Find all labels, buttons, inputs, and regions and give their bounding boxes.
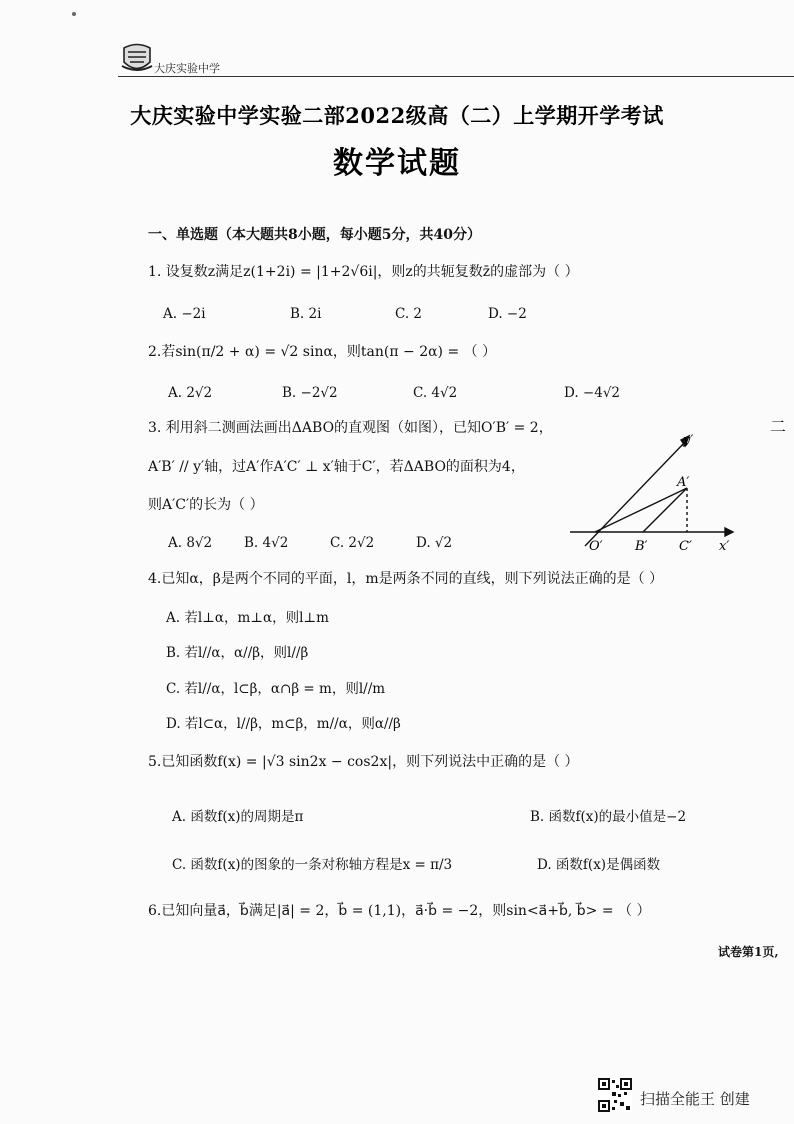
subject-title: 数学试题 — [333, 146, 461, 181]
q1-option-c: C. 2 — [395, 306, 423, 322]
q2-option-a: A. 2√2 — [168, 385, 213, 401]
q3-option-a: A. 8√2 — [168, 535, 213, 551]
label-y-prime: y′ — [683, 433, 694, 448]
q3-option-d: D. √2 — [416, 535, 453, 551]
q1-option-a: A. −2i — [163, 306, 206, 322]
question-5-stem: 5.已知函数f(x) = |√3 sin2x − cos2x|，则下列说法中正确的是（ ） — [148, 754, 579, 770]
section-heading: 一、单选题（本大题共8小题，每小题5分，共40分） — [148, 227, 481, 243]
header-divider — [118, 76, 794, 77]
page-number: 试卷第1页, — [718, 945, 779, 959]
q2-option-c: C. 4√2 — [413, 385, 458, 401]
qr-code-icon — [598, 1078, 632, 1112]
q4-option-c: C. 若l//α，l⊂β，α∩β = m，则l//m — [166, 681, 386, 697]
segment-b-a — [643, 488, 687, 532]
q5-option-a: A. 函数f(x)的周期是π — [172, 809, 304, 825]
segment-o-a — [595, 488, 687, 532]
q5-option-c: C. 函数f(x)的图象的一条对称轴方程是x = π/3 — [172, 857, 453, 873]
q5-option-b: B. 函数f(x)的最小值是−2 — [530, 809, 687, 825]
label-x-prime: x′ — [719, 539, 730, 554]
q3-option-b: B. 4√2 — [244, 535, 289, 551]
x-axis-arrow — [725, 528, 733, 536]
q3-option-c: C. 2√2 — [330, 535, 375, 551]
q4-option-d: D. 若l⊂α，l//β，m⊂β，m//α，则α//β — [166, 716, 401, 732]
question-4-stem: 4.已知α，β是两个不同的平面，l，m是两条不同的直线，则下列说法正确的是（ ） — [148, 571, 664, 587]
question-3-line-1: 3. 利用斜二测画法画出ΔABO的直观图（如图），已知O′B′ = 2， — [148, 420, 553, 436]
margin-mark: 二 — [770, 417, 787, 436]
q2-option-b: B. −2√2 — [282, 385, 338, 401]
label-o-prime: O′ — [589, 539, 603, 554]
school-name: 大庆实验中学 — [154, 62, 220, 75]
scan-speck — [72, 12, 76, 16]
q1-option-b: B. 2i — [290, 306, 322, 322]
school-logo — [120, 42, 154, 76]
question-3-line-3: 则A′C′的长为（ ） — [148, 497, 264, 513]
scanner-watermark: 扫描全能王 创建 — [640, 1090, 750, 1108]
q2-option-d: D. −4√2 — [564, 385, 621, 401]
y-axis — [585, 442, 685, 546]
q5-option-d: D. 函数f(x)是偶函数 — [537, 857, 661, 873]
question-2-stem: 2.若sin(π/2 + α) = √2 sinα，则tan(π − 2α) = （ ） — [148, 344, 497, 360]
page-header — [118, 40, 794, 80]
label-c-prime: C′ — [679, 539, 692, 554]
q4-option-b: B. 若l//α，α//β，则l//β — [166, 645, 309, 661]
q4-option-a: A. 若l⊥α，m⊥α，则l⊥m — [166, 610, 329, 626]
exam-title: 大庆实验中学实验二部2022级高（二）上学期开学考试 — [130, 103, 664, 128]
q1-option-d: D. −2 — [488, 306, 527, 322]
label-a-prime: A′ — [677, 475, 690, 490]
oblique-projection-figure — [565, 428, 745, 558]
question-6-stem: 6.已知向量a⃗，b⃗满足|a⃗| = 2，b⃗ = (1,1)，a⃗·b⃗ = −2，则sin<a⃗+b⃗, b⃗> = （ ） — [148, 903, 651, 919]
label-b-prime: B′ — [635, 539, 648, 554]
question-3-line-2: A′B′ // y′轴，过A′作A′C′ ⊥ x′轴于C′，若ΔABO的面积为4， — [148, 459, 525, 475]
question-1-stem: 1. 设复数z满足z(1+2i) = |1+2√6i|，则z的共轭复数z̄的虚部为（ ） — [148, 264, 579, 280]
